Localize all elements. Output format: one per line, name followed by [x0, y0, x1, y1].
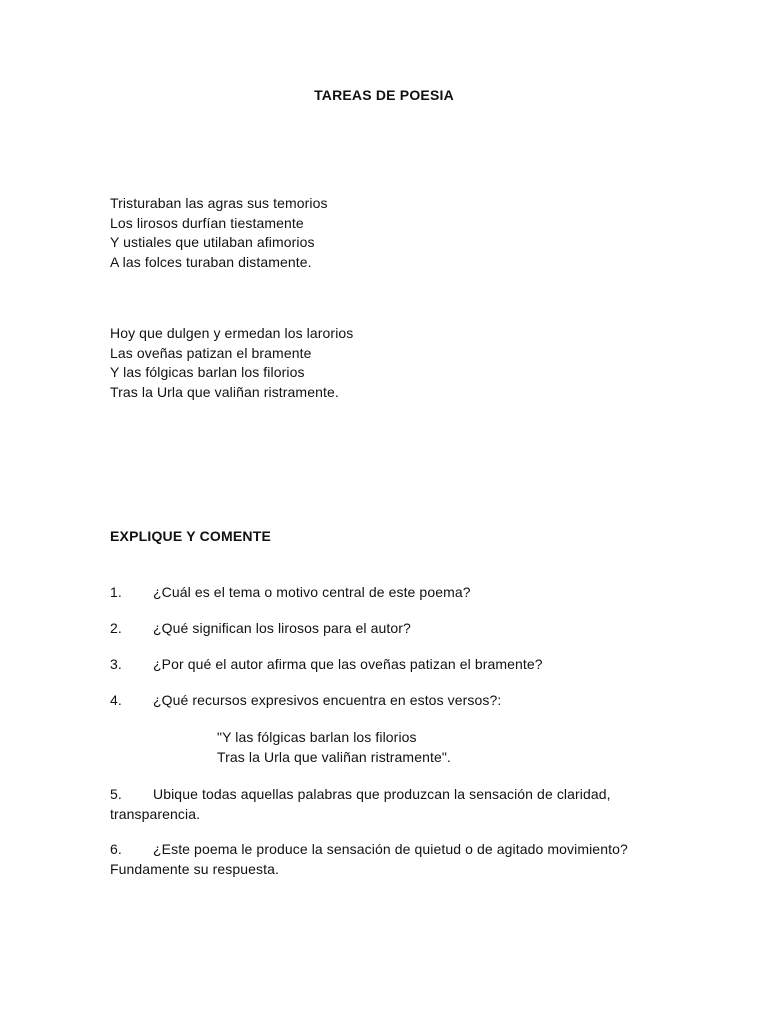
question-number: 6.	[110, 841, 122, 857]
question-text: ¿Qué significan los lirosos para el autor?	[153, 620, 411, 636]
question-number: 5.	[110, 786, 122, 802]
question-number: 4.	[110, 692, 122, 708]
poem-line: Hoy que dulgen y ermedan los larorios	[110, 325, 354, 341]
question-text: ¿Qué recursos expresivos encuentra en estos versos?:	[153, 692, 502, 708]
page-title: TAREAS DE POESIA	[314, 87, 454, 103]
poem-line: Tristuraban las agras sus temorios	[110, 195, 328, 211]
question-item	[110, 691, 655, 711]
question-text: ¿Cuál es el tema o motivo central de este poema?	[153, 584, 471, 600]
question-number: 2.	[110, 620, 122, 636]
question-text: Ubique todas aquellas palabras que produzcan la sensación de claridad, transparencia.	[110, 786, 611, 822]
poem-line: A las folces turaban distamente.	[110, 253, 312, 270]
poem-line: Tras la Urla que valiñan ristramente.	[110, 383, 339, 400]
question-item	[110, 840, 655, 879]
poem-stanza-1	[110, 194, 328, 272]
quoted-verses	[217, 728, 451, 767]
section-heading: EXPLIQUE Y COMENTE	[110, 528, 272, 544]
question-number: 1.	[110, 584, 122, 600]
poem-line: Los lirosos durfían tiestamente	[110, 214, 304, 231]
poem-line: Las oveñas patizan el bramente	[110, 344, 312, 361]
quoted-line: Tras la Urla que valiñan ristramente".	[217, 748, 451, 765]
poem-stanza-2	[110, 324, 353, 402]
question-text: ¿Este poema le produce la sensación de quietud o de agitado movimiento? Fundamente su respuesta.	[110, 841, 628, 877]
poem-line: Y ustiales que utilaban afimorios	[110, 234, 315, 250]
poem-line: Y las fólgicas barlan los filorios	[110, 364, 305, 380]
question-item	[110, 785, 655, 824]
question-text: ¿Por qué el autor afirma que las oveñas patizan el bramente?	[153, 656, 543, 672]
question-item	[110, 583, 655, 603]
question-item	[110, 619, 655, 639]
question-item	[110, 655, 655, 675]
question-number: 3.	[110, 656, 122, 672]
quoted-line: "Y las fólgicas barlan los filorios	[217, 729, 417, 745]
